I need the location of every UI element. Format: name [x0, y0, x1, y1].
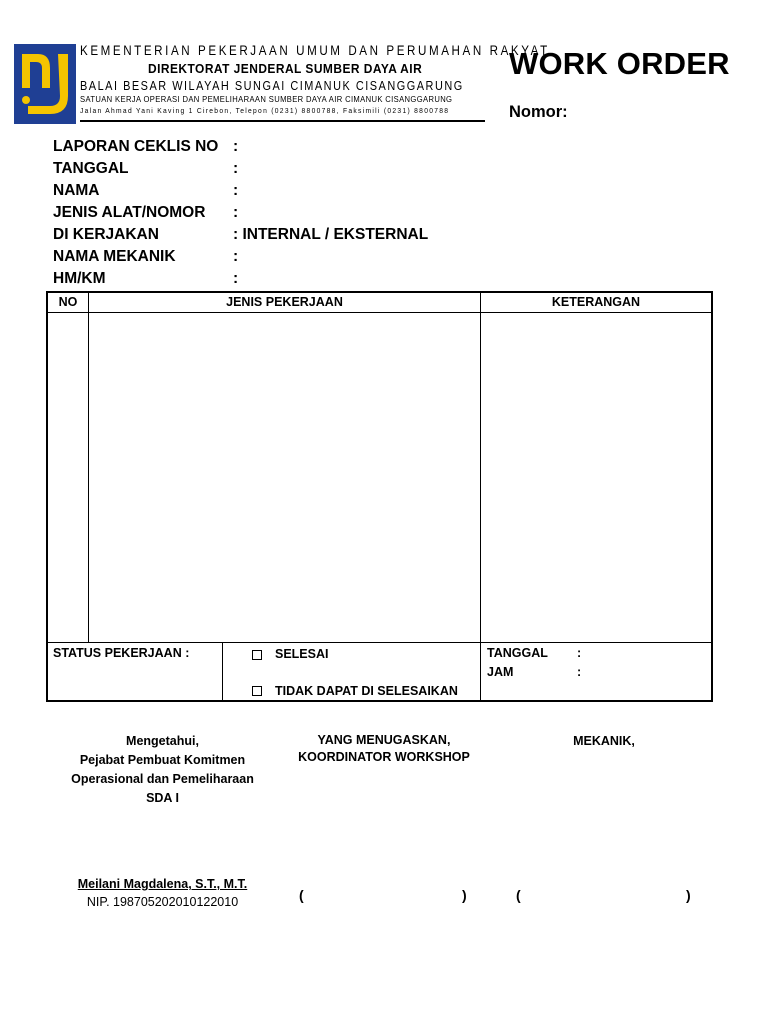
- field-label-laporan: LAPORAN CEKLIS NO: [53, 138, 219, 155]
- signatory-name: Meilani Magdalena, S.T., M.T.: [77, 877, 248, 891]
- document-title: WORK ORDER: [509, 46, 730, 81]
- org-ministry: KEMENTERIAN PEKERJAAN UMUM DAN PERUMAHAN RAKYAT: [80, 43, 550, 58]
- sig-left-line1: Mengetahui,: [126, 734, 199, 748]
- field-label-jenis-alat: JENIS ALAT/NOMOR: [53, 204, 206, 221]
- table-status-divider: [46, 642, 713, 643]
- option-selesai-label: SELESAI: [275, 647, 329, 661]
- status-label: STATUS PEKERJAAN :: [53, 646, 190, 660]
- ministry-logo: [14, 44, 76, 124]
- table-status-col-divider: [222, 642, 223, 702]
- checkbox-selesai[interactable]: [252, 650, 262, 660]
- middle-signature-open-paren: (: [299, 887, 304, 903]
- field-label-nama-mekanik: NAMA MEKANIK: [53, 248, 176, 265]
- field-value-nama-mekanik: :: [233, 248, 239, 265]
- right-signature-open-paren: (: [516, 887, 521, 903]
- field-value-nama: :: [233, 182, 239, 199]
- middle-signature-close-paren: ): [462, 887, 467, 903]
- column-header-no: NO: [58, 295, 78, 309]
- status-tanggal-colon: :: [577, 646, 582, 660]
- header-divider: [80, 120, 485, 122]
- status-jam-colon: :: [577, 665, 582, 679]
- table-border-top: [46, 291, 713, 293]
- checkbox-tidak-selesai[interactable]: [252, 686, 262, 696]
- status-jam-label: JAM: [487, 665, 514, 679]
- signature-right-block: [540, 732, 668, 751]
- field-label-hm-km: HM/KM: [53, 270, 106, 287]
- status-tanggal-label: TANGGAL: [487, 646, 548, 660]
- field-label-nama: NAMA: [53, 182, 100, 199]
- sig-right-line1: MEKANIK,: [573, 734, 635, 748]
- field-value-laporan: :: [233, 138, 239, 155]
- signature-middle-block: [284, 732, 484, 766]
- field-label-tanggal: TANGGAL: [53, 160, 129, 177]
- nomor-label: Nomor:: [509, 103, 568, 121]
- table-border-bottom: [46, 700, 713, 702]
- field-value-di-kerjakan: : INTERNAL / EKSTERNAL: [233, 226, 429, 243]
- option-tidak-label: TIDAK DAPAT DI SELESAIKAN: [275, 684, 458, 698]
- cell-no-body[interactable]: [48, 313, 88, 642]
- sig-middle-line1: YANG MENUGASKAN,: [317, 733, 451, 747]
- signatory-nip: NIP. 198705202010122010: [86, 895, 239, 909]
- field-value-jenis-alat: :: [233, 204, 239, 221]
- right-signature-close-paren: ): [686, 887, 691, 903]
- sig-middle-line2: KOORDINATOR WORKSHOP: [298, 750, 470, 764]
- org-directorate: DIREKTORAT JENDERAL SUMBER DAYA AIR: [148, 61, 423, 76]
- field-value-tanggal: :: [233, 160, 239, 177]
- sig-left-line4: SDA I: [146, 791, 179, 805]
- org-balai: BALAI BESAR WILAYAH SUNGAI CIMANUK CISANGGARUNG: [80, 78, 464, 93]
- sig-left-line3: Operasional dan Pemeliharaan: [71, 772, 254, 786]
- signature-left-block: [54, 732, 271, 808]
- org-satuan-kerja: SATUAN KERJA OPERASI DAN PEMELIHARAAN SUMBER DAYA AIR CIMANUK CISANGGARUNG: [80, 95, 453, 104]
- sig-left-line2: Pejabat Pembuat Komitmen: [79, 753, 246, 767]
- column-header-keterangan: KETERANGAN: [551, 295, 641, 309]
- cell-jenis-body[interactable]: [89, 313, 480, 642]
- field-label-di-kerjakan: DI KERJAKAN: [53, 226, 159, 243]
- column-header-jenis: JENIS PEKERJAAN: [226, 295, 343, 309]
- table-border-right: [711, 291, 713, 702]
- cell-keterangan-body[interactable]: [481, 313, 711, 642]
- org-address: Jalan Ahmad Yani Kaving 1 Cirebon, Telepon (0231) 8800788, Faksimili (0231) 8800788: [80, 106, 450, 115]
- field-value-hm-km: :: [233, 270, 239, 287]
